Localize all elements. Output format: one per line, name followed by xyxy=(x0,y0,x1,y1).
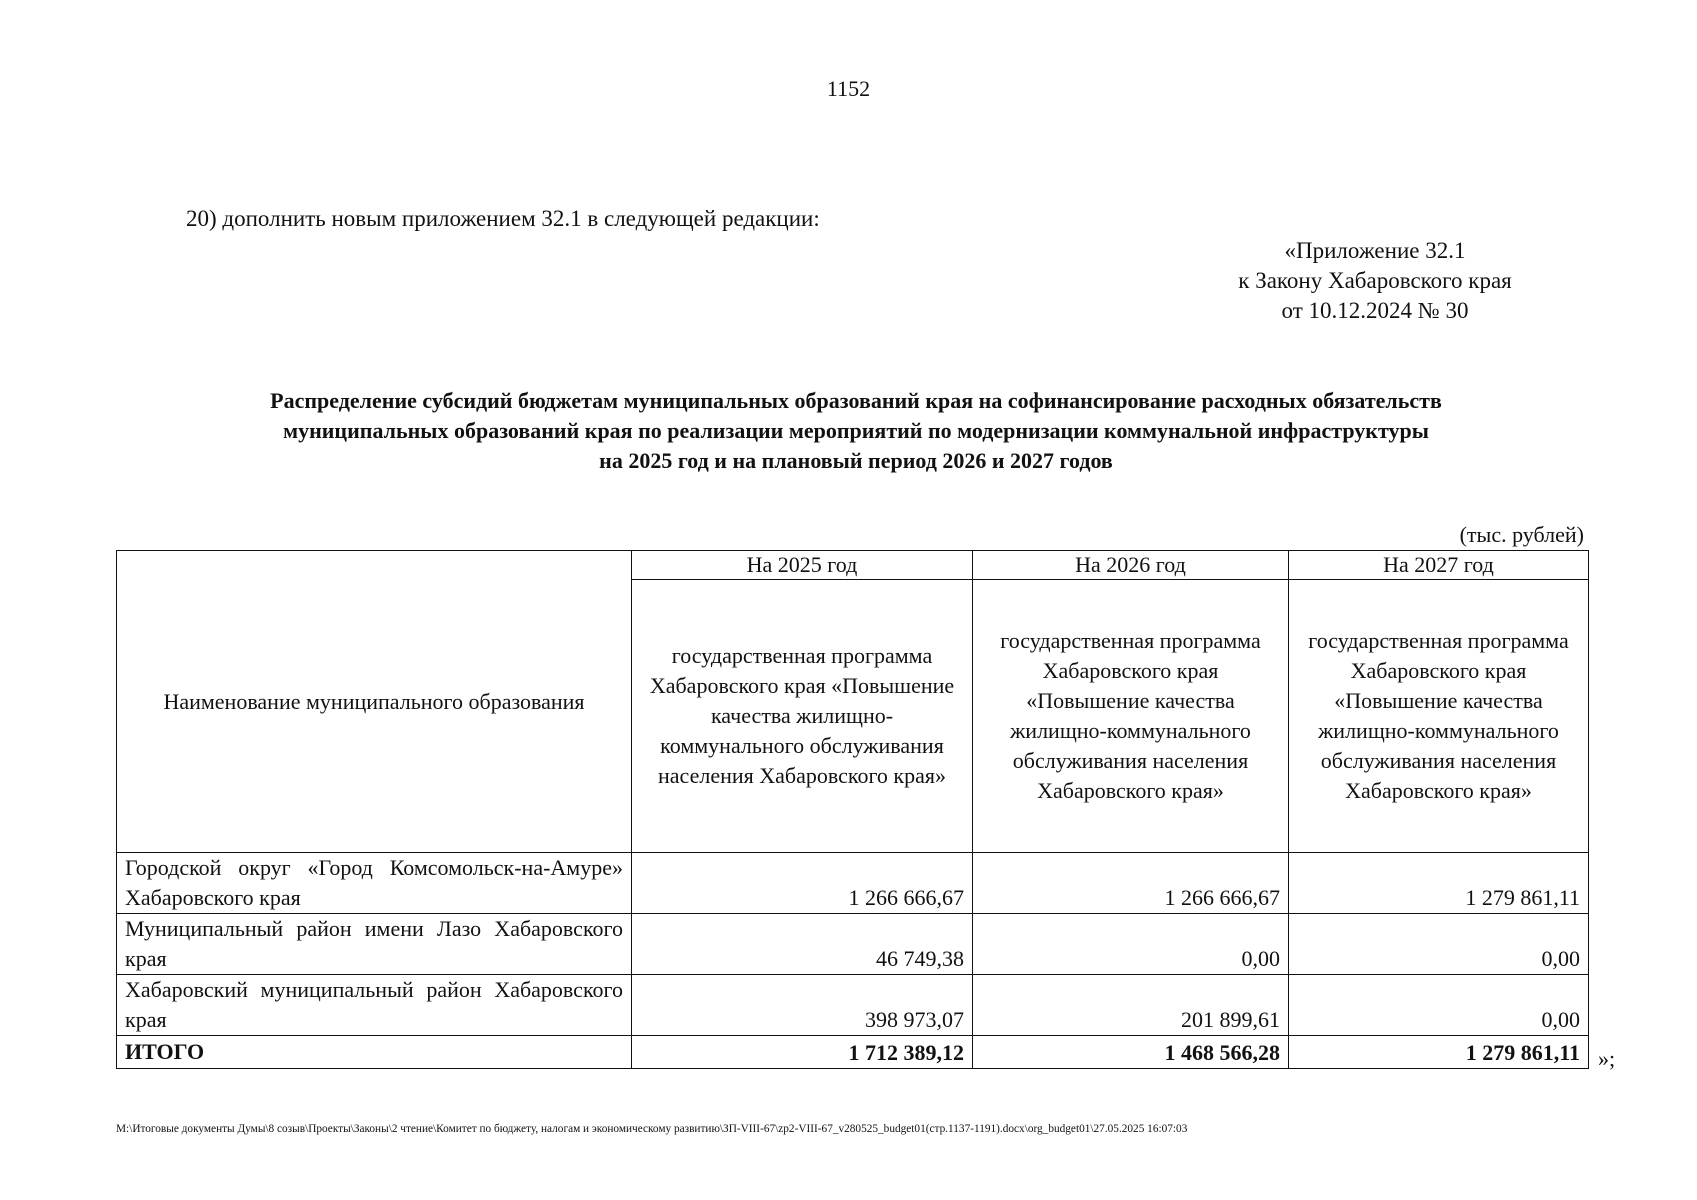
row-name: Городской округ «Город Комсомольск-на-Амуре» Хабаровского края xyxy=(117,853,632,914)
document-title xyxy=(116,386,1596,476)
intro-text: 20) дополнить новым приложением 32.1 в следующей редакции: xyxy=(186,206,820,231)
row-value-2025: 46 749,38 xyxy=(632,914,973,975)
appendix-line-3: от 10.12.2024 № 30 xyxy=(1281,298,1469,323)
row-name: Муниципальный район имени Лазо Хабаровского края xyxy=(117,914,632,975)
table-row xyxy=(117,853,1589,914)
page-number: 1152 xyxy=(826,76,871,101)
row-value-2026: 0,00 xyxy=(973,914,1289,975)
row-value-2025: 1 266 666,67 xyxy=(632,853,973,914)
title-line-1: Распределение субсидий бюджетам муниципальных образований края на софинансирование расходных обязательств xyxy=(270,388,1442,413)
row-value-2025: 398 973,07 xyxy=(632,975,973,1036)
table-row xyxy=(117,914,1589,975)
row-value-2027: 0,00 xyxy=(1289,914,1589,975)
total-value-2027: 1 279 861,11 xyxy=(1289,1036,1589,1069)
column-header-2027: На 2027 год xyxy=(1289,551,1589,580)
subsidy-table xyxy=(116,550,1589,1069)
appendix-line-1: «Приложение 32.1 xyxy=(1284,238,1466,263)
total-value-2026: 1 468 566,28 xyxy=(973,1036,1289,1069)
row-value-2026: 1 266 666,67 xyxy=(973,853,1289,914)
column-header-name: Наименование муниципального образования xyxy=(117,551,632,853)
column-header-2025: На 2025 год xyxy=(632,551,973,580)
table-row xyxy=(117,975,1589,1036)
total-value-2025: 1 712 389,12 xyxy=(632,1036,973,1069)
column-header-2026: На 2026 год xyxy=(973,551,1289,580)
program-header-2026: государственная программа Хабаровского края «Повышение качества жилищно-коммунального обслуживания населения Хабаровского края» xyxy=(973,580,1289,853)
total-row xyxy=(117,1036,1589,1069)
row-name: Хабаровский муниципальный район Хабаровского края xyxy=(117,975,632,1036)
units-label: (тыс. рублей) xyxy=(1459,522,1584,547)
title-line-2: муниципальных образований края по реализации мероприятий по модернизации коммунальной инфраструктуры xyxy=(283,418,1429,443)
total-label: ИТОГО xyxy=(117,1036,632,1069)
program-header-2025: государственная программа Хабаровского края «Повышение качества жилищно-коммунального обслуживания населения Хабаровского края» xyxy=(632,580,973,853)
closing-quote: »; xyxy=(1598,1046,1616,1071)
row-value-2027: 1 279 861,11 xyxy=(1289,853,1589,914)
table-header-row xyxy=(117,551,1589,580)
row-value-2026: 201 899,61 xyxy=(973,975,1289,1036)
row-value-2027: 0,00 xyxy=(1289,975,1589,1036)
appendix-reference xyxy=(1150,236,1600,326)
appendix-line-2: к Закону Хабаровского края xyxy=(1238,268,1512,293)
title-line-3: на 2025 год и на плановый период 2026 и 2027 годов xyxy=(599,448,1113,473)
program-header-2027: государственная программа Хабаровского края «Повышение качества жилищно-коммунального обслуживания населения Хабаровского края» xyxy=(1289,580,1589,853)
footer-file-path: M:\Итоговые документы Думы\8 созыв\Проекты\Законы\2 чтение\Комитет по бюджету, налогам и экономическому развитию\ЗП-VIII-67\zp2-VIII-67_v280525_budget01(стр.1137-1191).docx\org_budget01\27.05.2025 16:07:03 xyxy=(116,1123,1188,1135)
